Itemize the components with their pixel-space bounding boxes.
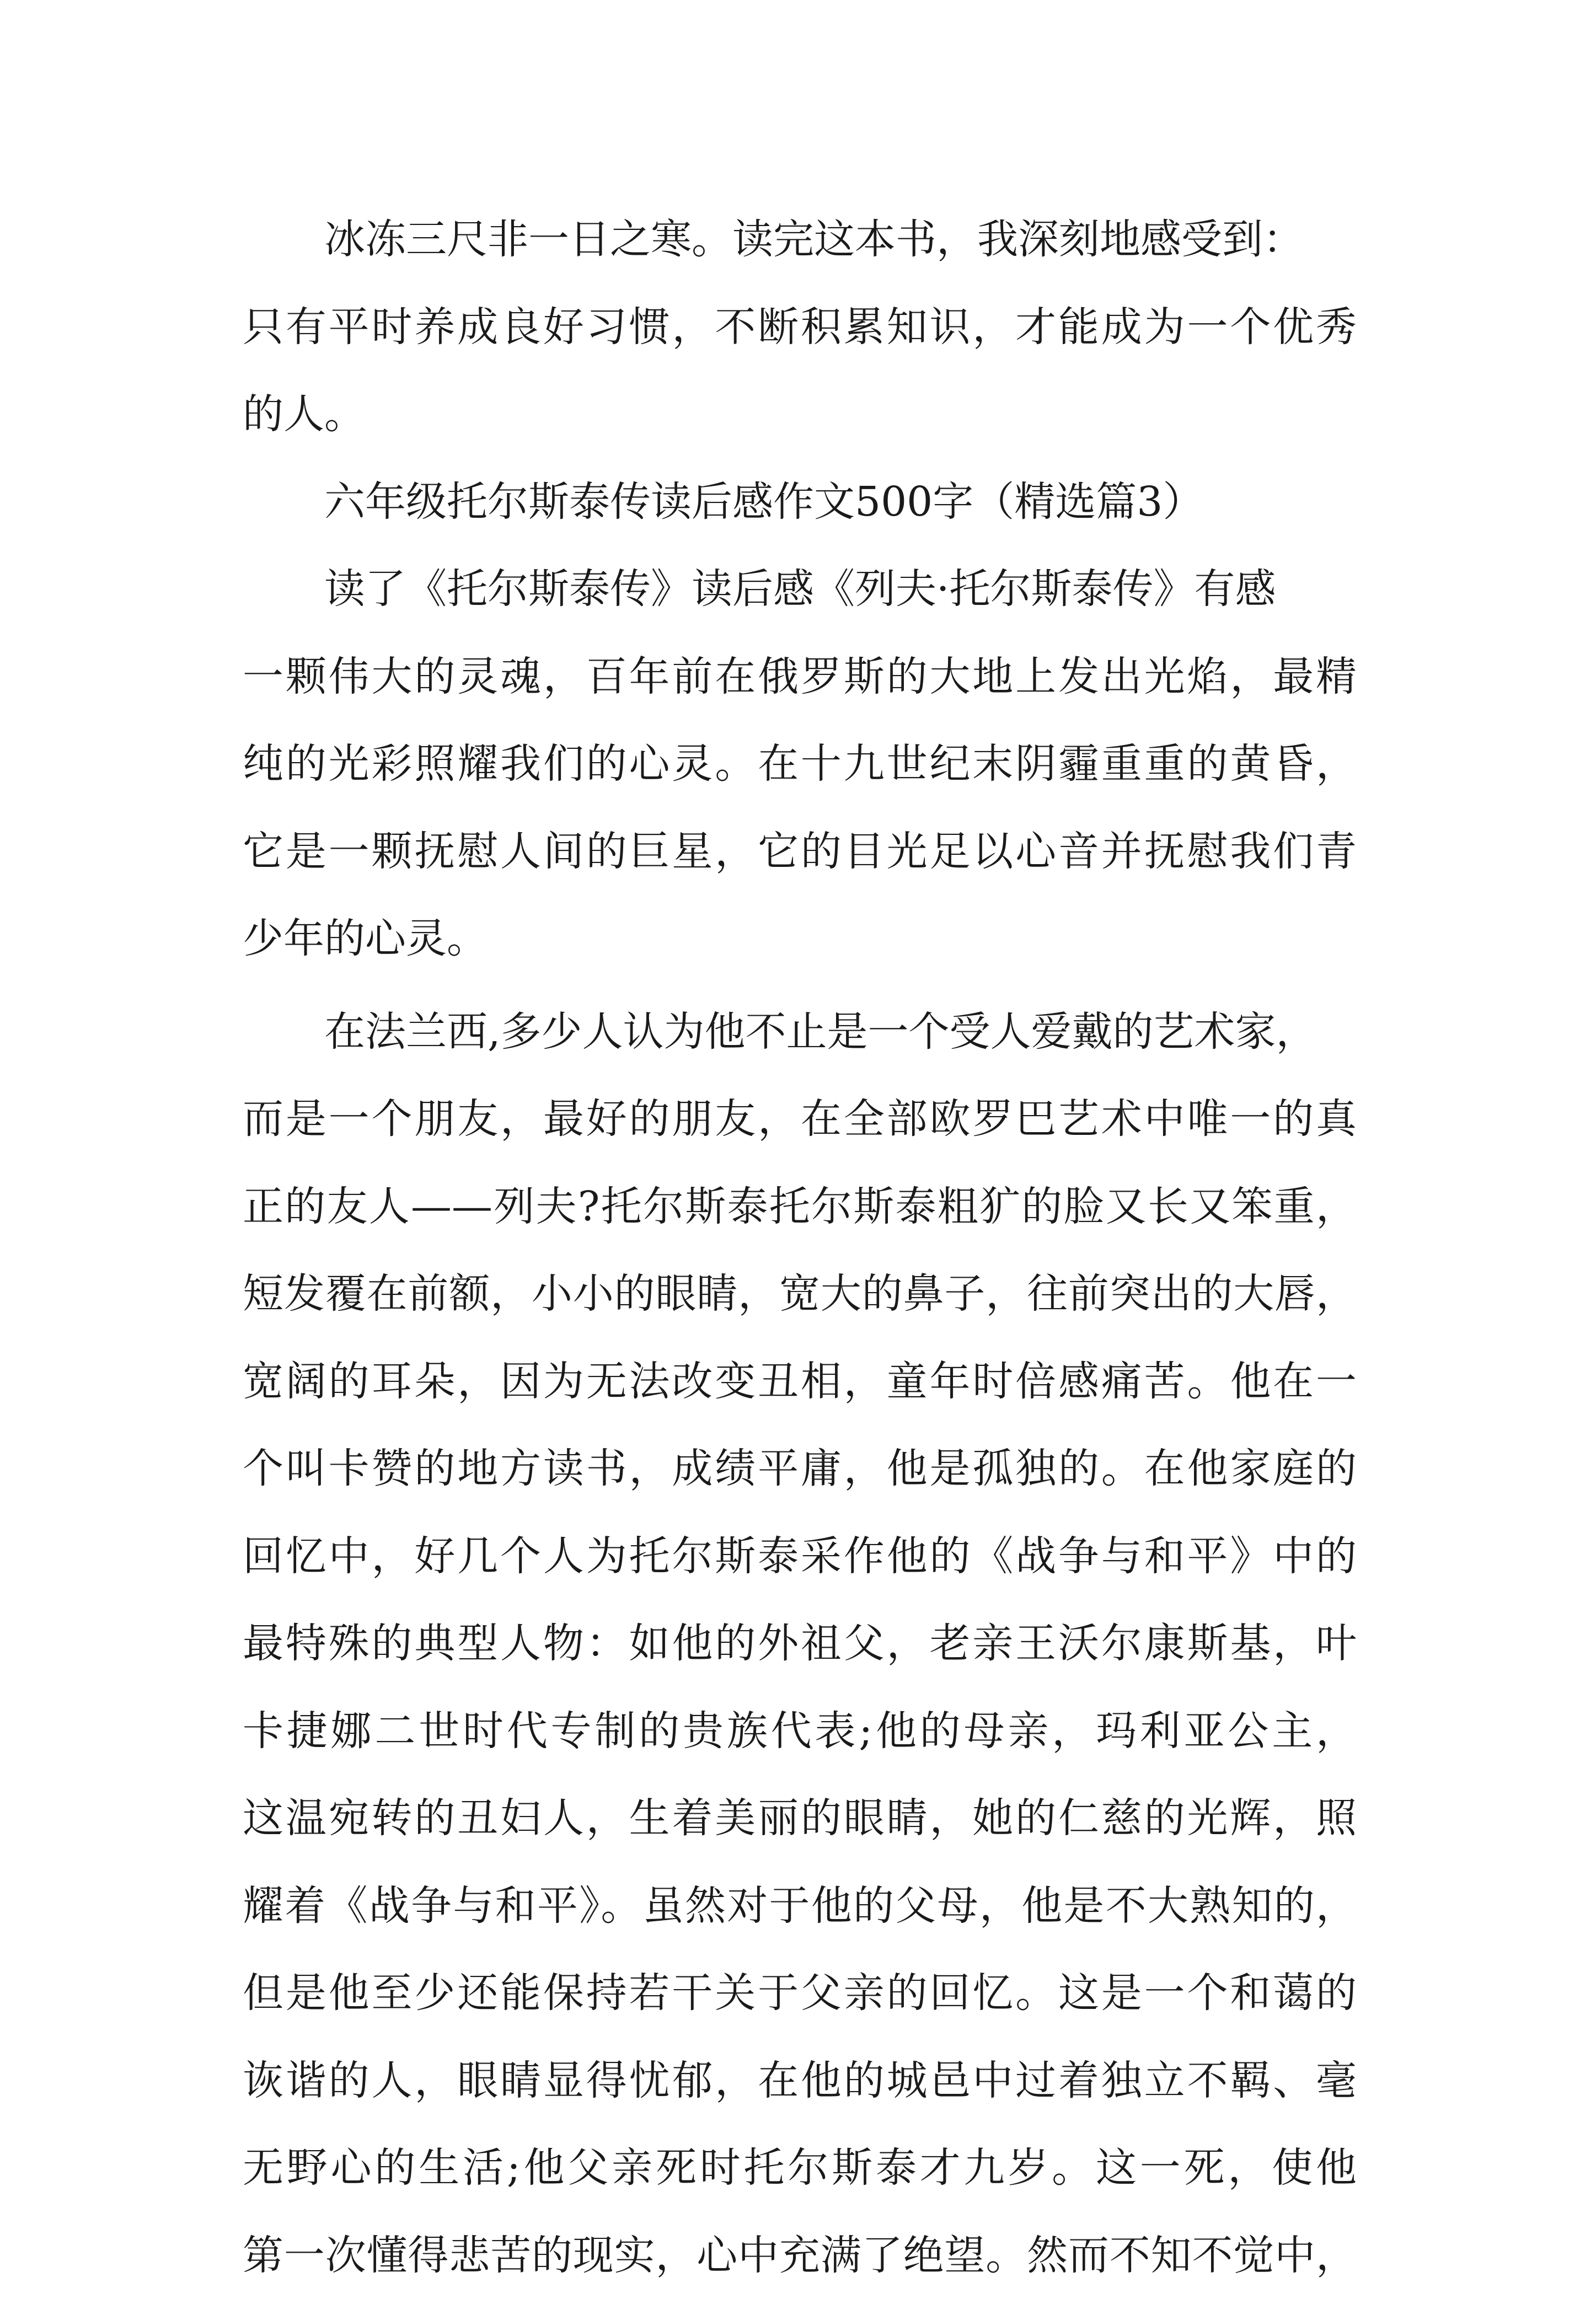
paragraph-1-line-3: 的人。 (243, 371, 1357, 458)
paragraph-3-line-5: 宽阔的耳朵，因为无法改变丑相，童年时倍感痛苦。他在一 (243, 1338, 1357, 1426)
section-heading: 六年级托尔斯泰传读后感作文500字（精选篇3） (243, 458, 1357, 546)
paragraph-3-line-9: 卡捷娜二世时代专制的贵族代表;他的母亲，玛利亚公主， (243, 1687, 1357, 1775)
paragraph-3-line-8: 最特殊的典型人物：如他的外祖父，老亲王沃尔康斯基，叶 (243, 1600, 1357, 1687)
paragraph-3-line-13: 诙谐的人，眼睛显得忧郁，在他的城邑中过着独立不羁、毫 (243, 2037, 1357, 2125)
paragraph-3-line-10: 这温宛转的丑妇人，生着美丽的眼睛，她的仁慈的光辉，照 (243, 1775, 1357, 1862)
paragraph-3-line-15: 第一次懂得悲苦的现实，心中充满了绝望。然而不知不觉中， (243, 2212, 1357, 2299)
paragraph-2-line-3: 纯的光彩照耀我们的心灵。在十九世纪末阴霾重重的黄昏， (243, 720, 1357, 808)
paragraph-2-line-4: 它是一颗抚慰人间的巨星，它的目光足以心音并抚慰我们青 (243, 808, 1357, 896)
paragraph-3-line-2: 而是一个朋友，最好的朋友，在全部欧罗巴艺术中唯一的真 (243, 1075, 1357, 1163)
paragraph-2-line-5: 少年的心灵。 (243, 895, 1357, 983)
paragraph-3-line-14: 无野心的生活;他父亲死时托尔斯泰才九岁。这一死，使他 (243, 2124, 1357, 2212)
paragraph-3-line-3: 正的友人——列夫?托尔斯泰托尔斯泰粗犷的脸又长又笨重， (243, 1163, 1357, 1251)
paragraph-3-line-4: 短发覆在前额，小小的眼睛，宽大的鼻子，往前突出的大唇， (243, 1250, 1357, 1338)
paragraph-1-line-2: 只有平时养成良好习惯，不断积累知识，才能成为一个优秀 (243, 283, 1357, 371)
paragraph-3-line-6: 个叫卡赞的地方读书，成绩平庸，他是孤独的。在他家庭的 (243, 1425, 1357, 1513)
paragraph-2-line-1: 读了《托尔斯泰传》读后感《列夫·托尔斯泰传》有感 (243, 545, 1357, 633)
paragraph-3-line-1: 在法兰西,多少人认为他不止是一个受人爱戴的艺术家， (243, 988, 1357, 1076)
paragraph-1-line-1: 冰冻三尺非一日之寒。读完这本书，我深刻地感受到： (243, 196, 1357, 283)
paragraph-3-line-11: 耀着《战争与和平》。虽然对于他的父母，他是不大熟知的， (243, 1862, 1357, 1950)
paragraph-2-line-2: 一颗伟大的灵魂，百年前在俄罗斯的大地上发出光焰，最精 (243, 633, 1357, 721)
document-body (243, 196, 1357, 2299)
paragraph-3-line-7: 回忆中，好几个人为托尔斯泰采作他的《战争与和平》中的 (243, 1513, 1357, 1600)
paragraph-3-line-12: 但是他至少还能保持若干关于父亲的回忆。这是一个和蔼的 (243, 1949, 1357, 2037)
